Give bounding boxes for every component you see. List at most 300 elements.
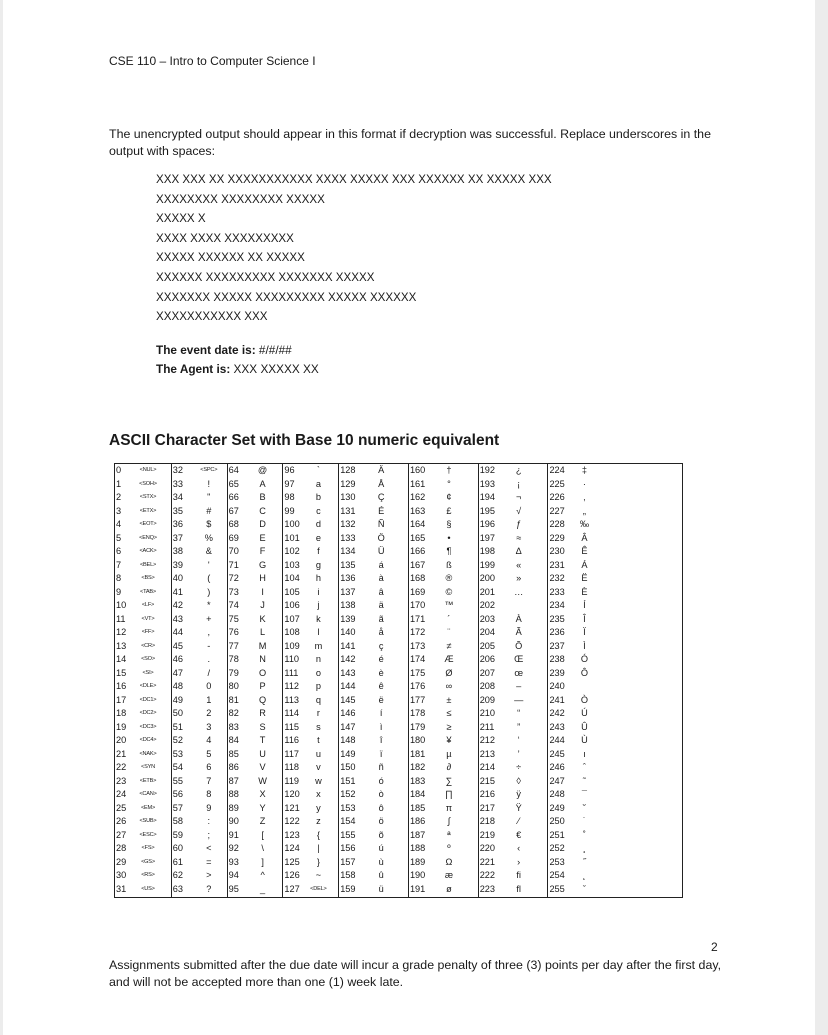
ascii-char: … (514, 586, 524, 597)
ascii-code: 76 (228, 627, 239, 637)
ascii-char: T (259, 735, 266, 745)
ascii-code: 110 (284, 654, 300, 664)
ascii-code: 50 (172, 708, 184, 718)
ascii-code: 141 (340, 640, 356, 651)
ascii-code: 35 (172, 505, 184, 516)
ascii-cell (228, 761, 283, 775)
ascii-char: <TAB> (140, 588, 156, 595)
ascii-cell (479, 640, 548, 654)
ascii-cell (283, 464, 338, 478)
ascii-char: ã (378, 613, 384, 624)
ascii-code: 59 (172, 829, 184, 840)
ascii-char: <DC4> (139, 737, 157, 743)
ascii-cell (479, 653, 548, 667)
ascii-cell (172, 478, 227, 492)
ascii-code: 85 (228, 748, 239, 759)
ascii-char: <DC3> (139, 723, 157, 730)
ascii-char: ˆ (582, 762, 586, 772)
ascii-char: <EM> (140, 804, 156, 811)
ascii-char: N (259, 654, 266, 664)
ascii-code: 255 (549, 883, 565, 894)
ascii-code: 54 (172, 762, 184, 772)
ascii-cell (283, 829, 338, 843)
ascii-column (548, 464, 682, 897)
ascii-char: > (206, 870, 212, 880)
ascii-char: ì (379, 721, 383, 732)
ascii-char: l (317, 627, 320, 637)
ascii-char: " (207, 492, 211, 502)
ascii-char: r (316, 708, 320, 718)
ascii-cell (115, 505, 171, 519)
ascii-cell (283, 869, 338, 883)
ascii-cell (339, 694, 408, 708)
ascii-code: 196 (479, 519, 496, 529)
ascii-code: 198 (479, 546, 496, 556)
ascii-char: ° (447, 478, 451, 489)
ascii-code: 214 (479, 762, 496, 772)
ascii-cell (115, 761, 171, 775)
ascii-char: q (315, 694, 321, 705)
ascii-code: 249 (549, 802, 565, 813)
ascii-code: 197 (479, 532, 496, 543)
ascii-code: 87 (228, 775, 239, 786)
ascii-char: Y (259, 802, 266, 813)
ascii-code: 162 (409, 492, 426, 502)
ascii-cell (339, 761, 408, 775)
ascii-code: 25 (116, 802, 127, 813)
ascii-cell (283, 505, 338, 519)
ascii-char: x (316, 789, 321, 799)
ascii-code: 244 (549, 735, 565, 745)
ascii-code: 53 (172, 748, 184, 759)
ascii-cell (172, 680, 227, 694)
ascii-char: $ (206, 519, 212, 529)
ascii-cell (283, 545, 338, 559)
masked-output-block (156, 170, 552, 327)
ascii-cell (115, 775, 171, 789)
ascii-char: ∑ (445, 775, 453, 786)
ascii-code: 18 (116, 708, 127, 718)
ascii-code: 184 (409, 789, 426, 799)
ascii-cell (228, 680, 283, 694)
ascii-code: 36 (172, 519, 184, 529)
ascii-cell (409, 680, 478, 694)
ascii-cell (548, 559, 682, 573)
ascii-cell (115, 545, 171, 559)
ascii-char: <SYN (141, 764, 155, 770)
ascii-cell (115, 464, 171, 478)
ascii-code: 86 (228, 762, 239, 772)
ascii-cell (283, 613, 338, 627)
intro-paragraph: The unencrypted output should appear in this format if decryption was successful. Replace underscores in the output with spaces: (109, 127, 711, 158)
ascii-char: ª (447, 829, 451, 840)
ascii-code: 42 (172, 600, 184, 610)
ascii-code: 251 (549, 829, 565, 840)
ascii-cell (283, 559, 338, 573)
ascii-code: 109 (284, 640, 300, 651)
ascii-char: <STX> (139, 494, 157, 500)
ascii-cell (228, 748, 283, 762)
ascii-char: ‚ (583, 492, 586, 502)
ascii-code: 220 (479, 843, 496, 853)
ascii-code: 212 (479, 735, 496, 745)
ascii-cell (283, 478, 338, 492)
ascii-char: <ENQ> (139, 534, 157, 541)
ascii-char: ˘ (582, 802, 586, 813)
ascii-cell (479, 707, 548, 721)
ascii-cell (548, 667, 682, 681)
ascii-char: <SUB> (139, 818, 157, 824)
ascii-char: ¡ (517, 478, 521, 489)
ascii-code: 116 (284, 735, 300, 745)
ascii-char: µ (446, 748, 452, 759)
ascii-cell (172, 842, 227, 856)
ascii-cell (548, 707, 682, 721)
ascii-char: è (378, 667, 384, 678)
ascii-cell (115, 788, 171, 802)
ascii-char: 6 (206, 762, 212, 772)
ascii-cell (283, 680, 338, 694)
ascii-cell (172, 505, 227, 519)
ascii-cell (228, 518, 283, 532)
ascii-char: Ñ (377, 519, 385, 529)
ascii-code: 17 (116, 694, 127, 705)
ascii-code: 232 (549, 573, 565, 583)
ascii-cell (479, 802, 548, 816)
ascii-cell (115, 734, 171, 748)
masked-line: XXXXXXX XXXXX XXXXXXXXX XXXXX XXXXXX (156, 290, 417, 304)
ascii-cell (115, 856, 171, 870)
ascii-char: : (207, 816, 211, 826)
ascii-cell (339, 491, 408, 505)
ascii-char: ¶ (446, 546, 452, 556)
ascii-char: ; (207, 829, 211, 840)
ascii-char: w (315, 775, 322, 786)
ascii-char: ? (206, 883, 212, 894)
ascii-code: 101 (284, 532, 300, 543)
ascii-code: 170 (409, 600, 426, 610)
ascii-char: <SOH> (139, 480, 157, 487)
ascii-char: Á (581, 559, 588, 570)
ascii-cell (479, 761, 548, 775)
ascii-cell (115, 707, 171, 721)
ascii-cell (409, 748, 478, 762)
ascii-cell (228, 694, 283, 708)
ascii-cell (172, 613, 227, 627)
ascii-cell (283, 748, 338, 762)
ascii-code: 178 (409, 708, 426, 718)
ascii-code: 47 (172, 667, 184, 678)
ascii-code: 231 (549, 559, 565, 570)
ascii-cell (479, 856, 548, 870)
ascii-char: i (317, 586, 320, 597)
ascii-code: 21 (116, 748, 127, 759)
ascii-code: 177 (409, 694, 426, 705)
ascii-code: 95 (228, 883, 239, 894)
ascii-cell (479, 680, 548, 694)
ascii-char: f (317, 546, 320, 556)
ascii-char: ’ (517, 748, 520, 759)
ascii-char: Û (581, 721, 588, 732)
ascii-column (283, 464, 339, 897)
ascii-char: ∫ (447, 816, 451, 826)
ascii-cell (339, 478, 408, 492)
ascii-cell (228, 788, 283, 802)
ascii-cell (339, 586, 408, 600)
ascii-code: 191 (409, 883, 426, 894)
ascii-char: Å (378, 478, 385, 489)
ascii-code: 113 (284, 694, 300, 705)
ascii-cell (228, 721, 283, 735)
ascii-char: Z (259, 816, 266, 826)
ascii-cell (339, 505, 408, 519)
ascii-code: 240 (549, 681, 565, 691)
ascii-cell (172, 532, 227, 546)
ascii-cell (409, 545, 478, 559)
ascii-cell (115, 883, 171, 897)
ascii-code: 7 (116, 559, 122, 570)
ascii-code: 65 (228, 478, 239, 489)
ascii-code: 72 (228, 573, 239, 583)
ascii-char: ≠ (446, 640, 452, 651)
ascii-char: p (315, 681, 321, 691)
ascii-cell (115, 721, 171, 735)
ascii-cell (548, 788, 682, 802)
ascii-code: 84 (228, 735, 239, 745)
ascii-char: 3 (206, 721, 212, 732)
ascii-code: 129 (340, 478, 356, 489)
ascii-char: ı (583, 748, 586, 759)
ascii-cell (479, 748, 548, 762)
ascii-cell (115, 626, 171, 640)
ascii-code: 20 (116, 735, 127, 745)
ascii-cell (409, 586, 478, 600)
ascii-cell (228, 829, 283, 843)
ascii-char: k (316, 613, 321, 624)
ascii-cell (115, 532, 171, 546)
ascii-code: 221 (479, 856, 496, 867)
ascii-cell (339, 559, 408, 573)
ascii-code: 111 (284, 667, 299, 678)
ascii-char: Ω (445, 856, 453, 867)
ascii-cell (548, 734, 682, 748)
ascii-cell (479, 721, 548, 735)
ascii-char: ' (207, 559, 210, 570)
event-date-label: The event date is: (156, 343, 256, 357)
ascii-code: 176 (409, 681, 426, 691)
ascii-char: Ô (580, 667, 589, 678)
ascii-code: 28 (116, 843, 127, 853)
ascii-code: 103 (284, 559, 300, 570)
ascii-cell (479, 572, 548, 586)
event-agent-value: XXX XXXXX XX (230, 362, 319, 376)
ascii-char: ˇ (582, 883, 586, 894)
ascii-char: º (447, 843, 451, 853)
ascii-cell (479, 829, 548, 843)
ascii-cell (548, 505, 682, 519)
ascii-char: <US> (141, 885, 155, 892)
ascii-char: e (315, 532, 321, 543)
ascii-char: ‹ (517, 843, 521, 853)
ascii-cell (409, 721, 478, 735)
ascii-cell (548, 640, 682, 654)
ascii-code: 164 (409, 519, 426, 529)
ascii-cell (339, 572, 408, 586)
ascii-char: . (207, 654, 211, 664)
ascii-code: 236 (549, 627, 565, 637)
ascii-char: I (261, 586, 264, 597)
ascii-char: ‰ (579, 519, 590, 529)
ascii-char: < (206, 843, 212, 853)
ascii-char: F (259, 546, 266, 556)
ascii-code: 247 (549, 775, 565, 786)
ascii-code: 70 (228, 546, 239, 556)
ascii-cell (548, 532, 682, 546)
ascii-char: E (259, 532, 266, 543)
ascii-cell (479, 478, 548, 492)
ascii-char: m (314, 640, 323, 651)
ascii-cell (548, 802, 682, 816)
ascii-cell (172, 856, 227, 870)
ascii-cell (479, 788, 548, 802)
ascii-code: 234 (549, 600, 565, 610)
ascii-cell (548, 478, 682, 492)
ascii-code: 71 (228, 559, 239, 570)
ascii-cell (479, 775, 548, 789)
ascii-code: 49 (172, 694, 184, 705)
ascii-char: <ESC> (139, 831, 157, 838)
ascii-char: ( (207, 573, 211, 583)
ascii-char: ´ (447, 613, 451, 624)
ascii-cell (172, 694, 227, 708)
ascii-cell (479, 869, 548, 883)
ascii-char: õ (378, 829, 384, 840)
ascii-char: <RS> (141, 872, 155, 878)
ascii-cell (339, 545, 408, 559)
ascii-cell (283, 761, 338, 775)
ascii-char: ﬁ (516, 870, 521, 880)
masked-line: XXXX XXXX XXXXXXXXX (156, 231, 294, 245)
ascii-cell (115, 680, 171, 694)
ascii-code: 124 (284, 843, 300, 853)
ascii-char: 4 (206, 735, 212, 745)
ascii-char: £ (446, 505, 452, 516)
ascii-char: Ò (580, 694, 589, 705)
ascii-code: 155 (340, 829, 356, 840)
ascii-code: 199 (479, 559, 496, 570)
ascii-code: 24 (116, 789, 127, 799)
ascii-cell (172, 464, 227, 478)
event-block (156, 341, 319, 379)
ascii-char: ` (316, 465, 320, 475)
ascii-cell (172, 761, 227, 775)
ascii-cell (115, 667, 171, 681)
ascii-table (114, 463, 683, 898)
ascii-cell (283, 802, 338, 816)
ascii-code: 6 (116, 546, 122, 556)
ascii-cell (283, 532, 338, 546)
ascii-code: 248 (549, 789, 565, 799)
ascii-code: 100 (284, 519, 300, 529)
ascii-code: 0 (116, 465, 122, 475)
ascii-char: Í (583, 600, 586, 610)
ascii-cell (548, 829, 682, 843)
ascii-cell (228, 815, 283, 829)
ascii-char: <VT> (141, 615, 155, 622)
ascii-code: 122 (284, 816, 300, 826)
ascii-char: ˝ (582, 856, 586, 867)
ascii-char: <DC1> (139, 696, 157, 703)
ascii-code: 175 (409, 667, 426, 678)
ascii-char: ∆ (515, 546, 522, 556)
ascii-char: « (516, 559, 522, 570)
ascii-cell (283, 667, 338, 681)
ascii-char: J (260, 600, 265, 610)
ascii-char: Â (581, 532, 588, 543)
ascii-cell (172, 640, 227, 654)
ascii-char: % (204, 532, 213, 543)
ascii-cell (409, 505, 478, 519)
ascii-char: Ü (377, 546, 385, 556)
ascii-char: ≥ (446, 721, 452, 732)
ascii-cell (283, 856, 338, 870)
ascii-cell (409, 572, 478, 586)
ascii-code: 246 (549, 762, 565, 772)
ascii-cell (409, 653, 478, 667)
ascii-char: } (316, 856, 320, 867)
ascii-cell (479, 464, 548, 478)
ascii-code: 55 (172, 775, 184, 786)
ascii-code: 193 (479, 478, 496, 489)
ascii-cell (548, 491, 682, 505)
ascii-cell (339, 653, 408, 667)
ascii-char: s (316, 721, 321, 732)
ascii-char: o (315, 667, 321, 678)
ascii-char: V (259, 762, 266, 772)
ascii-cell (283, 640, 338, 654)
ascii-code: 31 (116, 883, 127, 894)
ascii-code: 137 (340, 586, 356, 597)
ascii-column (339, 464, 409, 897)
ascii-code: 136 (340, 573, 356, 583)
ascii-char: ñ (378, 762, 384, 772)
ascii-cell (283, 721, 338, 735)
ascii-cell (228, 532, 283, 546)
ascii-char: c (316, 505, 321, 516)
ascii-code: 204 (479, 627, 496, 637)
ascii-code: 128 (340, 465, 356, 475)
ascii-char: Æ (444, 654, 454, 664)
ascii-code: 205 (479, 640, 496, 651)
ascii-char: h (315, 573, 321, 583)
ascii-char: ® (445, 573, 453, 583)
page-number: 2 (711, 940, 718, 954)
ascii-code: 58 (172, 816, 184, 826)
ascii-code: 167 (409, 559, 426, 570)
ascii-cell (283, 883, 338, 897)
ascii-cell (339, 680, 408, 694)
ascii-char: ﬂ (516, 883, 521, 894)
ascii-char: <ETX> (139, 507, 157, 514)
ascii-cell (339, 667, 408, 681)
ascii-char: ≈ (516, 532, 522, 543)
ascii-code: 99 (284, 505, 295, 516)
ascii-cell (172, 559, 227, 573)
ascii-cell (548, 883, 682, 897)
ascii-cell (409, 640, 478, 654)
ascii-char: ü (378, 883, 384, 894)
ascii-code: 123 (284, 829, 300, 840)
